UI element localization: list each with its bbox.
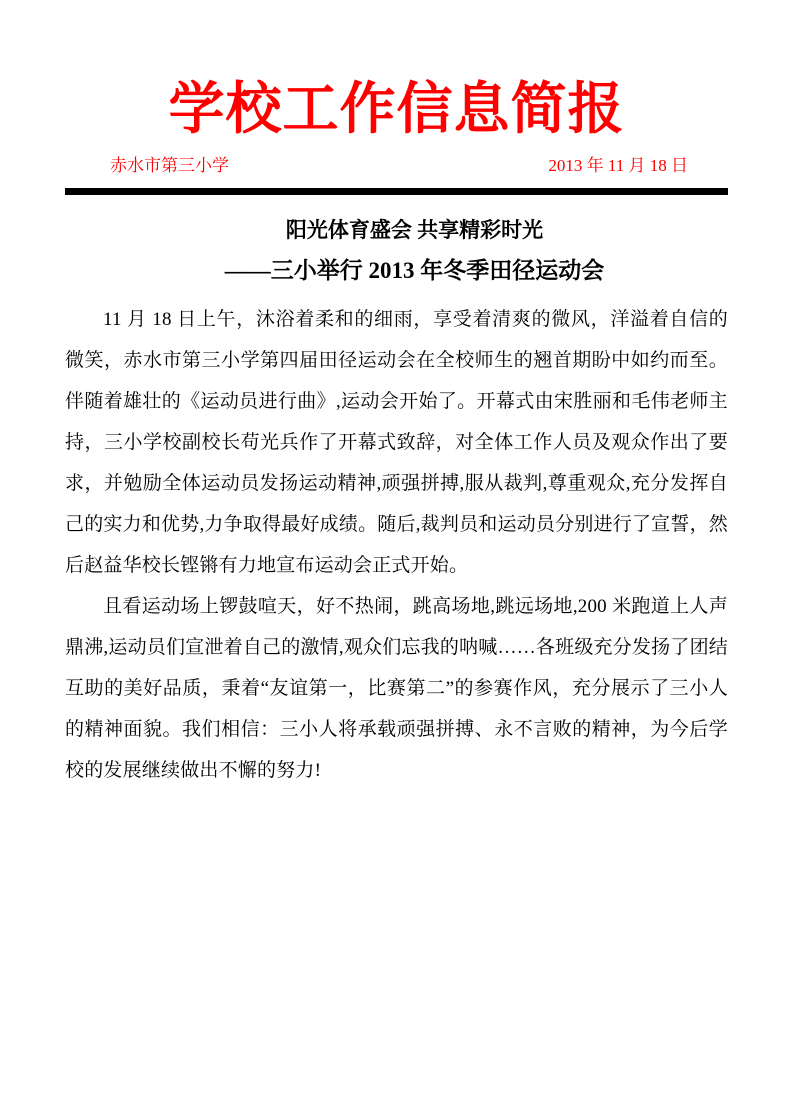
issue-date: 2013 年 11 月 18 日 [548,156,688,176]
organization-name: 赤水市第三小学 [110,156,229,176]
bulletin-title: 学校工作信息简报 [168,77,625,142]
article-body [65,299,728,791]
article-paragraph-1: 11 月 18 日上午，沐浴着柔和的细雨，享受着清爽的微风，洋溢着自信的微笑，赤水市第三小学第四届田径运动会在全校师生的翘首期盼中如约而至。伴随着雄壮的《运动员进行曲》,运动会开始了。开幕式由宋胜丽和毛伟老师主持，三小学校副校长苟光兵作了开幕式致辞，对全体工作人员及观众作出了要求，并勉励全体运动员发扬运动精神,顽强拼搏,服从裁判,尊重观众,充分发挥自己的实力和优势,力争取得最好成绩。随后,裁判员和运动员分别进行了宣誓，然后赵益华校长铿锵有力地宣布运动会正式开始。 [65,309,728,577]
article-paragraph-2: 且看运动场上锣鼓喧天，好不热闹，跳高场地,跳远场地,200 米跑道上人声鼎沸,运动员们宣泄着自己的激情,观众们忘我的呐喊……各班级充分发扬了团结互助的美好品质，秉着“友谊第一，比赛第二”的参赛作风，充分展示了三小人的精神面貌。我们相信：三小人将承载顽强拼搏、永不言败的精神，为今后学校的发展继续做出不懈的努力! [65,596,728,782]
article [65,216,728,791]
thin-thick-divider-rule [65,188,728,195]
article-subheadline: ——三小举行 2013 年冬季田径运动会 [224,258,605,284]
article-headline: 阳光体育盛会 共享精彩时光 [285,218,544,243]
masthead [65,155,728,177]
